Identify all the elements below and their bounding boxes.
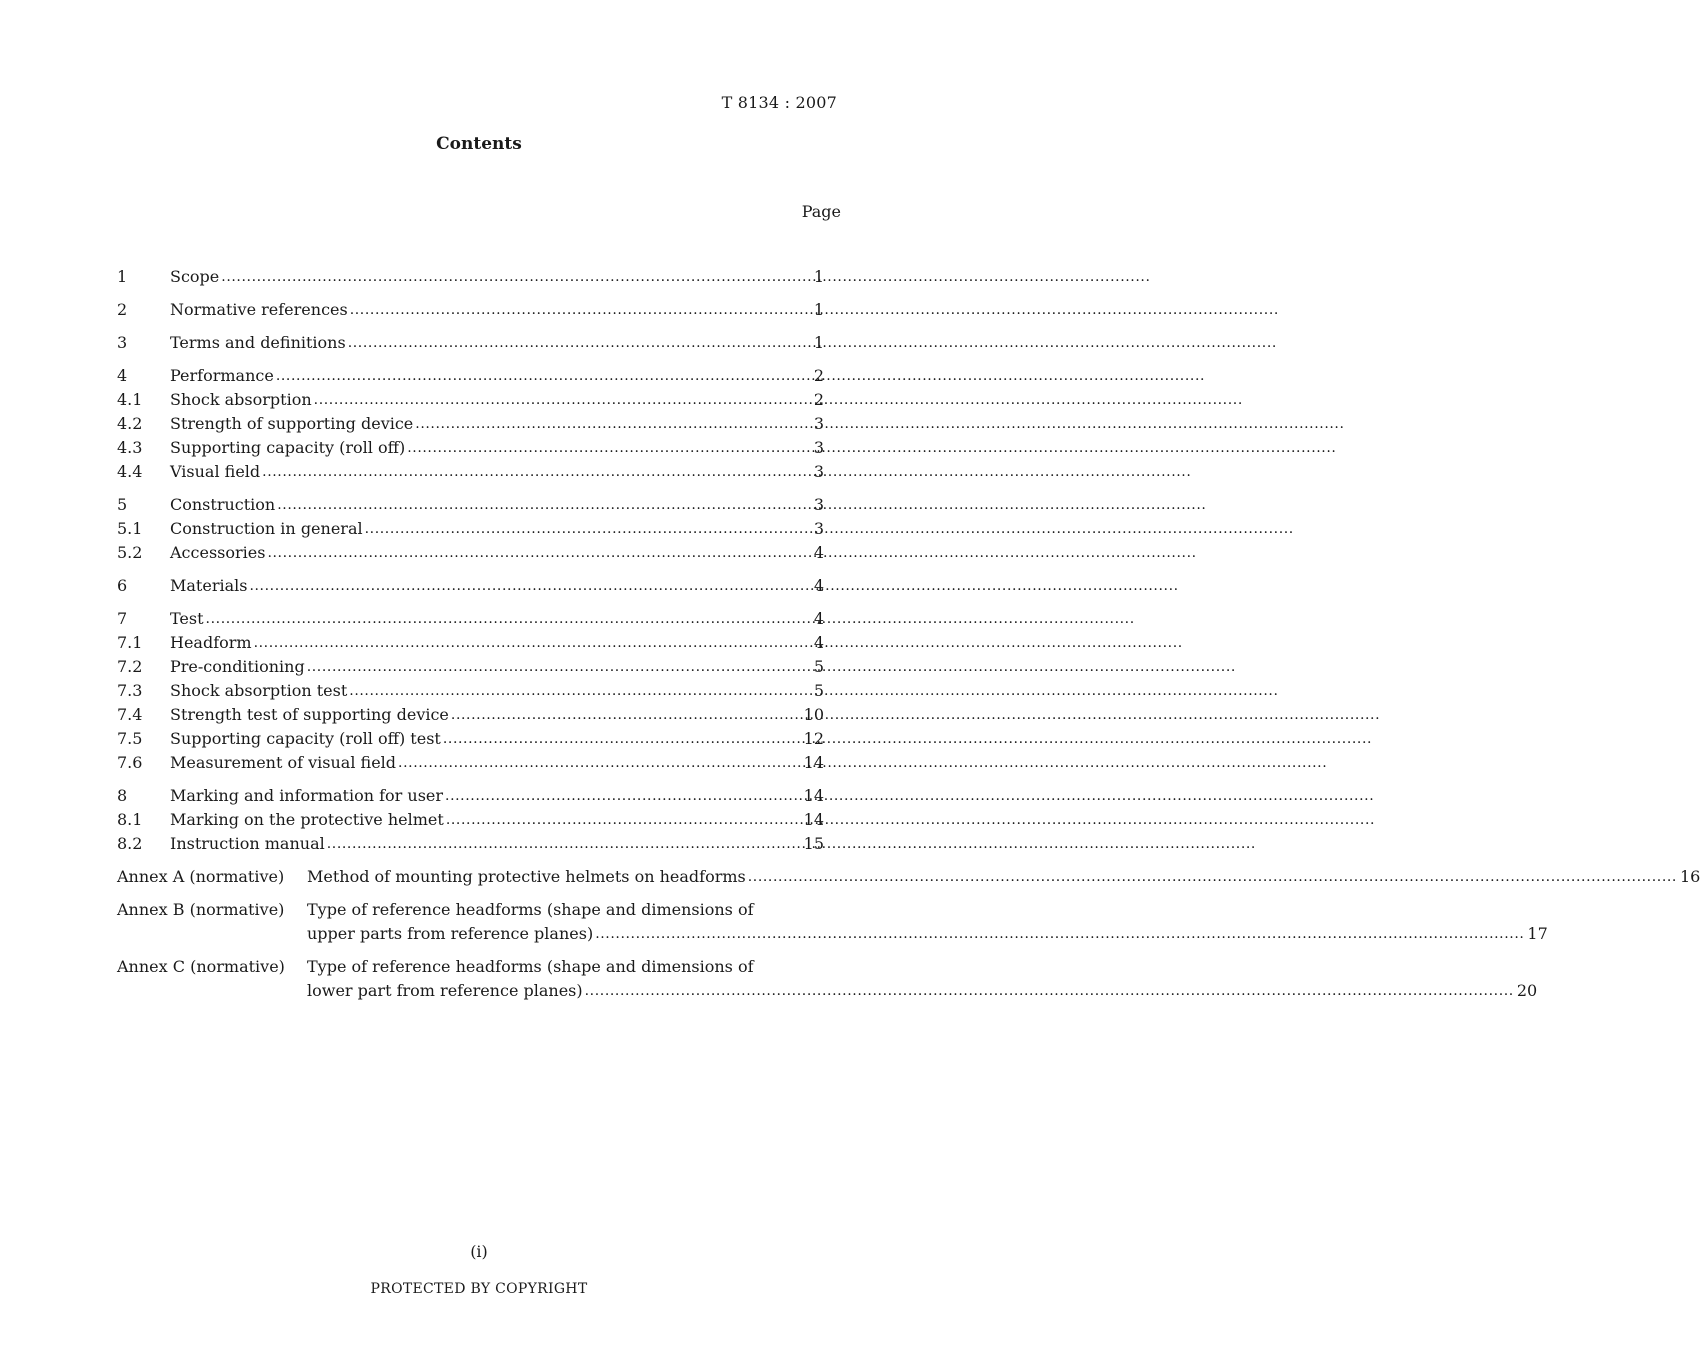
toc-entry-label: Accessories [170, 543, 266, 562]
toc-entry-label: Normative references [170, 300, 348, 319]
toc-entry[interactable] [117, 631, 824, 655]
page-column-header: Page [801, 202, 841, 221]
dot-leader [595, 922, 1524, 946]
dot-leader [445, 784, 1374, 808]
toc-entry-label: Supporting capacity (roll off) test [170, 729, 441, 748]
toc-entry-label-wrap [170, 751, 801, 775]
toc-group [117, 493, 824, 565]
toc-entry-number: 7 [117, 609, 128, 628]
annex-label-wrap [307, 865, 1677, 889]
toc-entry-page: 14 [803, 810, 824, 829]
annex-id: Annex B (normative) [117, 900, 285, 919]
dot-leader [365, 517, 1294, 541]
toc-entry-label: Scope [170, 267, 220, 286]
dot-leader [314, 388, 1243, 412]
annex-page: 17 [1527, 924, 1548, 943]
toc-entry-label: Performance [170, 366, 274, 385]
annex-title-line: upper parts from reference planes) [307, 924, 594, 943]
toc-entry-label-wrap [170, 493, 811, 517]
dot-leader [221, 265, 1150, 289]
dot-leader [407, 436, 1336, 460]
toc-entry-number: 7.6 [117, 753, 143, 772]
toc-entry-number: 4.2 [117, 414, 143, 433]
toc-entry-label-wrap [170, 460, 811, 484]
toc-annexes [117, 865, 1700, 1003]
toc-entry-label: Pre-conditioning [170, 657, 305, 676]
toc-entry-label-wrap [170, 298, 811, 322]
toc-group [117, 784, 824, 856]
toc-entry-page: 2 [813, 390, 824, 409]
dot-leader [267, 541, 1196, 565]
toc-entry-label-wrap [170, 436, 811, 460]
toc-entry[interactable] [117, 517, 824, 541]
toc-entry-number: 7.5 [117, 729, 143, 748]
toc-entry-number: 4.1 [117, 390, 143, 409]
toc-entry-label: Test [170, 609, 204, 628]
annex-title [307, 955, 1537, 1003]
toc-entry-page: 5 [813, 681, 824, 700]
annex-title-line: Type of reference headforms (shape and dimensions of [307, 957, 754, 976]
toc-entry-label-wrap [170, 364, 811, 388]
dot-leader [254, 631, 1183, 655]
toc-entry[interactable] [117, 364, 824, 388]
table-of-contents [117, 265, 1700, 1012]
toc-entry[interactable] [117, 808, 824, 832]
toc-entry-label-wrap [170, 574, 811, 598]
toc-entry[interactable] [117, 574, 824, 598]
toc-entry-page: 3 [813, 519, 824, 538]
copyright-notice: PROTECTED BY COPYRIGHT [370, 1281, 588, 1297]
toc-entry-page: 3 [813, 438, 824, 457]
annex-title-last-line [307, 979, 1537, 1003]
annex-title-line: Method of mounting protective helmets on headforms [307, 867, 746, 886]
toc-entry[interactable] [117, 493, 824, 517]
toc-entry-label-wrap [170, 541, 811, 565]
dot-leader [585, 979, 1514, 1003]
toc-entry-label: Instruction manual [170, 834, 325, 853]
annex-label-wrap [307, 922, 1524, 946]
toc-entry-page: 3 [813, 495, 824, 514]
toc-entry-label-wrap [170, 703, 801, 727]
dot-leader [327, 832, 1256, 856]
toc-entry-number: 4.3 [117, 438, 143, 457]
toc-entry-label: Shock absorption test [170, 681, 348, 700]
toc-entry-label-wrap [170, 727, 801, 751]
annex-label-wrap [307, 979, 1514, 1003]
toc-entry-number: 8.1 [117, 810, 143, 829]
toc-entry-number: 7.1 [117, 633, 143, 652]
toc-entry-label: Headform [170, 633, 252, 652]
toc-entry-number: 5.1 [117, 519, 143, 538]
toc-entry-label-wrap [170, 631, 811, 655]
annex-title-line: lower part from reference planes) [307, 981, 583, 1000]
toc-entry[interactable] [117, 412, 824, 436]
toc-group [117, 298, 824, 322]
toc-group [117, 607, 824, 775]
toc-entry-page: 10 [803, 705, 824, 724]
toc-group [117, 364, 824, 484]
toc-entry-number: 8.2 [117, 834, 143, 853]
toc-entry[interactable] [117, 265, 824, 289]
toc-entry[interactable] [117, 751, 824, 775]
toc-entry-label: Construction in general [170, 519, 363, 538]
toc-entry[interactable] [117, 541, 824, 565]
toc-entry-page: 1 [813, 300, 824, 319]
dot-leader [249, 574, 1178, 598]
annex-title [307, 865, 1700, 889]
toc-entry-label-wrap [170, 607, 811, 631]
dot-leader [446, 808, 1375, 832]
dot-leader [277, 493, 1206, 517]
toc-entry-label-wrap [170, 388, 811, 412]
annex-entry[interactable] [117, 898, 1548, 946]
toc-entry[interactable] [117, 703, 824, 727]
toc-entry-label: Terms and definitions [170, 333, 346, 352]
toc-entry-label: Construction [170, 495, 276, 514]
toc-entry-label-wrap [170, 331, 811, 355]
toc-sections [117, 265, 824, 856]
dot-leader [206, 607, 1135, 631]
toc-entry-number: 1 [117, 267, 128, 286]
toc-entry-label: Materials [170, 576, 248, 595]
toc-entry-label: Strength of supporting device [170, 414, 414, 433]
annex-page: 20 [1516, 981, 1538, 1000]
toc-entry-label-wrap [170, 808, 801, 832]
toc-entry[interactable] [117, 298, 824, 322]
toc-entry-page: 14 [803, 786, 824, 805]
toc-entry-number: 7.4 [117, 705, 143, 724]
toc-entry-page: 4 [813, 609, 824, 628]
toc-entry-page: 3 [813, 414, 824, 433]
toc-entry-page: 1 [813, 267, 824, 286]
annex-title-last-line [307, 922, 1548, 946]
toc-entry-label: Visual field [170, 462, 261, 481]
annex-page: 16 [1679, 867, 1700, 886]
toc-entry-page: 12 [803, 729, 824, 748]
toc-entry[interactable] [117, 388, 824, 412]
annex-id: Annex A (normative) [117, 867, 285, 886]
toc-entry[interactable] [117, 832, 824, 856]
toc-entry-page: 3 [813, 462, 824, 481]
toc-entry-label: Marking on the protective helmet [170, 810, 444, 829]
toc-entry-number: 7.3 [117, 681, 143, 700]
dot-leader [262, 460, 1191, 484]
toc-entry-label: Shock absorption [170, 390, 312, 409]
standard-number: T 8134 : 2007 [721, 93, 837, 112]
toc-group [117, 265, 824, 289]
toc-entry-number: 5 [117, 495, 128, 514]
toc-entry-label-wrap [170, 679, 811, 703]
toc-entry-label: Measurement of visual field [170, 753, 397, 772]
toc-entry[interactable] [117, 331, 824, 355]
toc-entry-number: 7.2 [117, 657, 143, 676]
toc-entry-label-wrap [170, 784, 801, 808]
toc-entry-number: 6 [117, 576, 128, 595]
toc-entry[interactable] [117, 655, 824, 679]
page-title: Contents [436, 134, 522, 154]
dot-leader [307, 655, 1236, 679]
annex-entry[interactable] [117, 955, 1538, 1003]
annex-title-last-line [307, 865, 1700, 889]
toc-entry-label: Supporting capacity (roll off) [170, 438, 406, 457]
toc-entry-page: 4 [813, 633, 824, 652]
dot-leader [748, 865, 1677, 889]
toc-entry-label: Marking and information for user [170, 786, 444, 805]
toc-entry-label-wrap [170, 412, 811, 436]
toc-entry-page: 2 [813, 366, 824, 385]
toc-entry-label-wrap [170, 832, 801, 856]
toc-entry[interactable] [117, 607, 824, 631]
dot-leader [398, 751, 1327, 775]
toc-entry-page: 15 [803, 834, 824, 853]
toc-entry[interactable] [117, 679, 824, 703]
toc-entry-number: 5.2 [117, 543, 143, 562]
toc-entry-number: 4.4 [117, 462, 143, 481]
dot-leader [451, 703, 1380, 727]
toc-entry[interactable] [117, 784, 824, 808]
toc-entry-page: 4 [813, 576, 824, 595]
annex-title [307, 898, 1548, 946]
toc-entry-label-wrap [170, 655, 811, 679]
dot-leader [276, 364, 1205, 388]
annex-title-line: Type of reference headforms (shape and dimensions of [307, 900, 754, 919]
toc-group [117, 331, 824, 355]
toc-entry[interactable] [117, 460, 824, 484]
dot-leader [443, 727, 1372, 751]
toc-entry-label-wrap [170, 517, 811, 541]
toc-entry-number: 3 [117, 333, 128, 352]
footer-page-number: (i) [470, 1242, 488, 1261]
toc-entry-number: 8 [117, 786, 128, 805]
toc-entry-number: 2 [117, 300, 128, 319]
dot-leader [415, 412, 1344, 436]
toc-entry-label: Strength test of supporting device [170, 705, 449, 724]
toc-entry[interactable] [117, 436, 824, 460]
toc-entry[interactable] [117, 727, 824, 751]
toc-entry-number: 4 [117, 366, 128, 385]
toc-group [117, 574, 824, 598]
toc-entry-page: 4 [813, 543, 824, 562]
annex-id: Annex C (normative) [117, 957, 285, 976]
annex-entry[interactable] [117, 865, 1700, 889]
toc-entry-page: 5 [813, 657, 824, 676]
toc-entry-label-wrap [170, 265, 811, 289]
toc-entry-page: 14 [803, 753, 824, 772]
toc-entry-page: 1 [813, 333, 824, 352]
